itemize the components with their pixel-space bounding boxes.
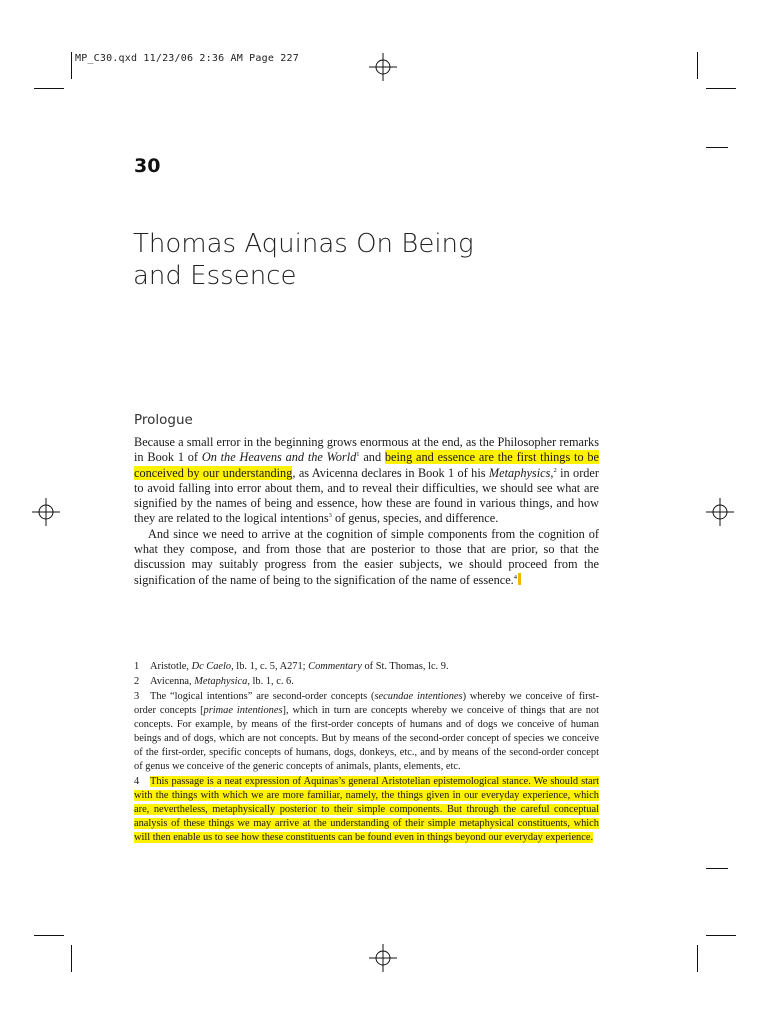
crop-mark [34,88,64,89]
footnote-item: 2 Avicenna, Metaphysica, lb. 1, c. 6. [134,676,294,687]
footnote-ref[interactable]: 2 [553,466,557,474]
crop-mark [706,935,736,936]
chapter-number: 30 [134,155,161,177]
footnote-ref[interactable]: 4 [513,573,517,581]
crop-mark [34,935,64,936]
footnote-ref[interactable]: 3 [328,512,332,520]
crop-mark [697,52,698,79]
paragraph: Because a small error in the beginning grows enormous at the end, as the Philosopher remarks in Book 1 of On the Heavens and the World$^1$ and being and essence are the first things to be conceived by our understanding, as Avicenna declares in Book 1 of his Metaphysics,$^2$ in order to avoid falling into error about them, and to reveal their difficulties, we should see what are signified by the names of being and essence, how these are found in various things, and how they are related to the logical intentions$^3$ of genus, species, and difference. [134,435,600,526]
registration-mark-icon [369,944,397,972]
crop-mark [71,945,72,972]
crop-mark [706,88,736,89]
body-text [134,435,599,588]
chapter-title-line: Thomas Aquinas On Being [133,229,474,259]
registration-mark-icon [369,53,397,81]
paragraph: And since we need to arrive at the cognition of simple components from the cognition of what they compose, and from those that are posterior to those that are prior, so that the discussion may suitably progress from the easier subjects, we should proceed from the signification of the name of being to the signification of the name of essence.$^4$ [134,526,599,587]
registration-mark-icon [32,498,60,526]
footnote-ref[interactable]: 1 [356,451,360,459]
chapter-title [133,228,573,292]
chapter-title-line: and Essence [133,261,297,291]
highlighted-text[interactable]: being and essence are the first things to be conceived by our understanding [134,450,600,480]
note-marker-icon[interactable] [518,573,521,585]
footnotes [134,660,599,846]
crop-mark [71,52,72,79]
section-heading: Prologue [134,412,193,428]
footnote-item: 4 This passage is a neat expression of Aquinas’s general Aristotelian epistemological stance. We should start with the things with which we are more familiar, namely, the things given in our everyday experience, which are, nevertheless, metaphysically posterior to their simple components. But through the careful conceptual analysis of these things we may arrive at the understanding of their simple metaphysical constituents, which will then enable us to see how these constituents can be found even in things beyond our everyday experience. [134,776,599,843]
registration-mark-icon [706,498,734,526]
highlighted-text[interactable]: This passage is a neat expression of Aquinas’s general Aristotelian epistemological stance. We should start with the things with which we are more familiar, namely, the things given in our everyday experience, which are, nevertheless, metaphysically posterior to their simple components. But through the careful conceptual analysis of these things we may arrive at the understanding of their simple metaphysical constituents, which will then enable us to see how these constituents can be found even in things beyond our everyday experience. [134,776,599,843]
print-slug: MP_C30.qxd 11/23/06 2:36 AM Page 227 [75,53,299,64]
footnote-item: 3 The “logical intentions” are second-order concepts (secundae intentiones) whereby we conceive of first-order concepts [primae intentiones], which in turn are concepts whereby we conceive of things that are not concepts. For example, by means of the first-order concepts of humans and of dogs we conceive of human beings and of dogs, which are not concepts. But by means of the second-order concept of species we conceive of the first-order, specific concepts of humans, dogs, donkeys, etc., and by means of the second-order concept of genus we conceive of the generic concepts of animals, plants, elements, etc. [134,691,599,772]
crop-mark [697,945,698,972]
crop-mark [706,868,728,869]
crop-mark [706,147,728,148]
footnote-item: 1 Aristotle, Dc Caelo, lb. 1, c. 5, A271; Commentary of St. Thomas, lc. 9. [134,661,449,672]
